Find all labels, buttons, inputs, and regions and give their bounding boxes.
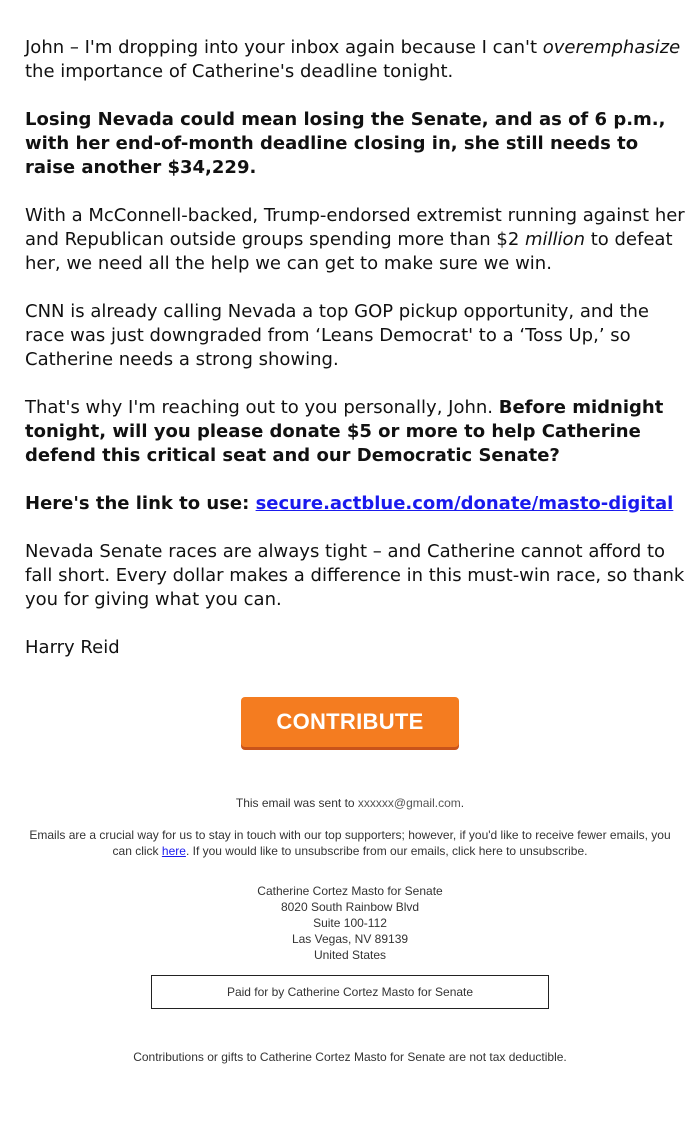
email-preferences-notice: Emails are a crucial way for us to stay in touch with our top supporters; however, if you'd like to receive fewer emails, you can click here. If you would like to unsubscribe from our emails, click here to unsubscribe. [29, 828, 671, 858]
address-line: United States [313, 948, 387, 962]
cnn-paragraph: CNN is already calling Nevada a top GOP pickup opportunity, and the race was just downgraded from ‘Leans Democrat' to a ‘Toss Up,’ so Catherine needs a strong showing. [25, 301, 649, 370]
emphasis-text: overemphasize [542, 37, 681, 58]
signature: Harry Reid [25, 637, 120, 658]
address-line: Catherine Cortez Masto for Senate [257, 884, 443, 898]
sent-to-notice: This email was sent to xxxxxx@gmail.com. [235, 796, 465, 810]
address-line: Suite 100-112 [313, 916, 387, 930]
link-paragraph: Here's the link to use: secure.actblue.com/donate/masto-digital [25, 493, 674, 514]
ask-paragraph: That's why I'm reaching out to you personally, John. Before midnight tonight, will you please donate $5 or more to help Catherine defend this critical seat and our Democratic Senate? [25, 397, 664, 466]
fewer-emails-link[interactable]: here [161, 844, 186, 858]
address-line: Las Vegas, NV 89139 [291, 932, 409, 946]
closing-paragraph: Nevada Senate races are always tight – and Catherine cannot afford to fall short. Every dollar makes a difference in this must-win race, so thank you for giving what you can. [25, 541, 685, 610]
mailing-address [20, 883, 680, 963]
tax-disclaimer: Contributions or gifts to Catherine Cortez Masto for Senate are not tax deductible. [133, 1050, 567, 1064]
address-line: 8020 South Rainbow Blvd [280, 900, 420, 914]
paid-for-disclaimer: Paid for by Catherine Cortez Masto for Senate [151, 975, 549, 1009]
opponent-paragraph: With a McConnell-backed, Trump-endorsed extremist running against her and Republican outside groups spending more than $2 million to defeat her, we need all the help we can get to make sure we win. [25, 205, 685, 274]
donate-link[interactable]: secure.actblue.com/donate/masto-digital [255, 493, 674, 514]
recipient-email: xxxxxx@gmail.com [357, 796, 461, 810]
deadline-paragraph: Losing Nevada could mean losing the Senate, and as of 6 p.m., with her end-of-month deadline closing in, she still needs to raise another $34,229. [25, 109, 666, 178]
emphasis-text: million [525, 229, 585, 250]
intro-paragraph: John – I'm dropping into your inbox again because I can't overemphasize the importance of Catherine's deadline tonight. [25, 37, 681, 82]
email-body [25, 36, 685, 660]
contribute-button[interactable]: CONTRIBUTE [241, 697, 459, 747]
